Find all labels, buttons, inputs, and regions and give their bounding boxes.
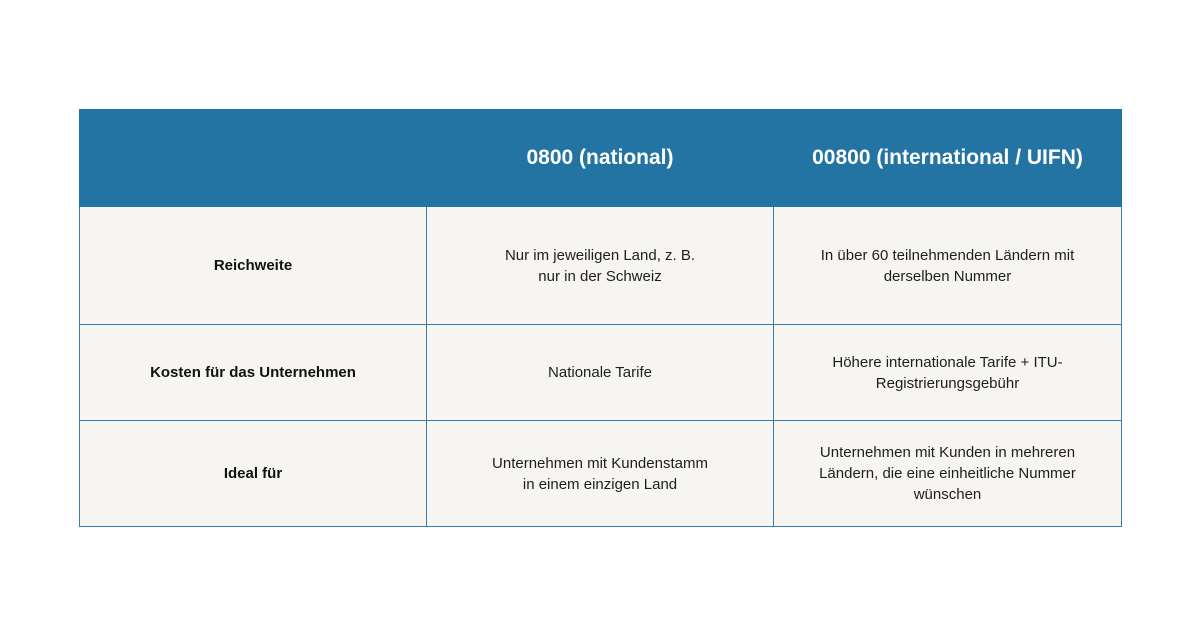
cell-line: wünschen (913, 486, 982, 503)
header-corner-cell (80, 110, 427, 207)
cell-line: nur in der Schweiz (538, 267, 662, 285)
cell-national (427, 325, 774, 421)
table-row (80, 421, 1122, 527)
row-label-reichweite: Reichweite (80, 207, 427, 325)
cell-line: In über 60 teilnehmenden Ländern mit (820, 246, 1075, 264)
row-label-kosten: Kosten für das Unternehmen (80, 325, 427, 421)
cell-national (427, 421, 774, 527)
cell-line: Unternehmen mit Kunden in mehreren (819, 444, 1076, 461)
row-label-ideal: Ideal für (80, 421, 427, 527)
table-row (80, 207, 1122, 325)
cell-line: Unternehmen mit Kundenstamm (492, 454, 708, 472)
table-row (80, 325, 1122, 421)
cell-line: Nur im jeweiligen Land, z. B. (504, 246, 696, 264)
cell-line: derselben Nummer (883, 267, 1012, 285)
cell-international (774, 421, 1122, 527)
cell-international (774, 325, 1122, 421)
cell-line: Ländern, die eine einheitliche Nummer (819, 465, 1076, 482)
cell-line: in einem einzigen Land (522, 475, 678, 493)
cell-line: Registrierungsgebühr (875, 374, 1020, 392)
header-international: 00800 (international / UIFN) (774, 110, 1122, 207)
table-header-row (80, 110, 1122, 207)
header-national: 0800 (national) (427, 110, 774, 207)
cell-line: Höhere internationale Tarife + ITU- (832, 353, 1063, 371)
cell-national (427, 207, 774, 325)
cell-international (774, 207, 1122, 325)
cell-line: Nationale Tarife (548, 364, 652, 381)
comparison-table (79, 109, 1122, 527)
